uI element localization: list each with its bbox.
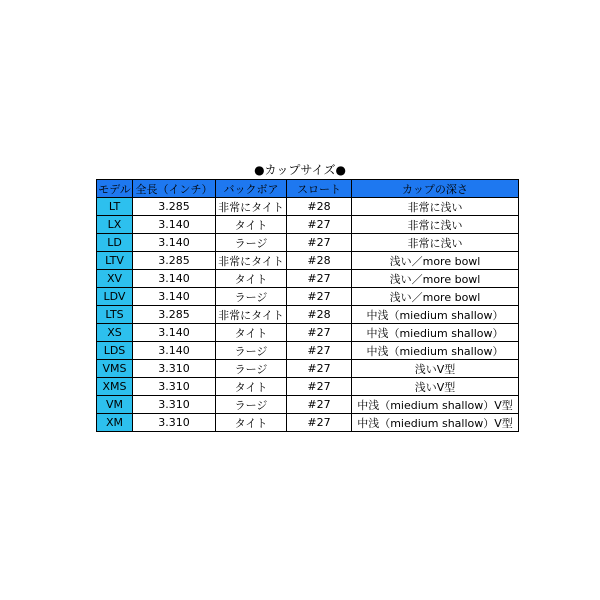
cell-backbore: タイト (216, 270, 287, 288)
cell-backbore: ラージ (216, 360, 287, 378)
cell-cup-depth: 非常に浅い (352, 234, 519, 252)
cell-length: 3.285 (133, 252, 216, 270)
cell-cup-depth: 中浅（miedium shallow） (352, 324, 519, 342)
cell-cup-depth: 中浅（miedium shallow） (352, 306, 519, 324)
cell-model: LDS (97, 342, 133, 360)
header-row (97, 180, 519, 198)
table-row (97, 324, 519, 342)
table-row (97, 270, 519, 288)
cell-backbore: タイト (216, 414, 287, 432)
cup-size-table (96, 179, 519, 432)
header-model: モデル (97, 180, 133, 198)
cell-length: 3.140 (133, 342, 216, 360)
cell-length: 3.140 (133, 270, 216, 288)
table-row (97, 378, 519, 396)
cell-cup-depth: 中浅（miedium shallow）V型 (352, 414, 519, 432)
cell-backbore: タイト (216, 324, 287, 342)
cell-throat: #27 (287, 270, 352, 288)
cell-length: 3.140 (133, 288, 216, 306)
cell-cup-depth: 浅い／more bowl (352, 270, 519, 288)
cell-throat: #27 (287, 324, 352, 342)
cell-backbore: ラージ (216, 234, 287, 252)
cell-throat: #28 (287, 198, 352, 216)
cell-model: XMS (97, 378, 133, 396)
cell-backbore: 非常にタイト (216, 252, 287, 270)
header-backbore: バックボア (216, 180, 287, 198)
table-row (97, 360, 519, 378)
cell-model: XV (97, 270, 133, 288)
cell-model: XS (97, 324, 133, 342)
cell-throat: #28 (287, 252, 352, 270)
cell-length: 3.140 (133, 324, 216, 342)
cell-model: XM (97, 414, 133, 432)
cell-length: 3.310 (133, 414, 216, 432)
cell-model: LX (97, 216, 133, 234)
cell-length: 3.310 (133, 396, 216, 414)
cell-length: 3.310 (133, 360, 216, 378)
table-row (97, 306, 519, 324)
cell-throat: #27 (287, 414, 352, 432)
cell-model: LTS (97, 306, 133, 324)
cell-model: LT (97, 198, 133, 216)
table-row (97, 216, 519, 234)
cell-model: LTV (97, 252, 133, 270)
cell-throat: #27 (287, 342, 352, 360)
cell-backbore: ラージ (216, 342, 287, 360)
cell-cup-depth: 中浅（miedium shallow）V型 (352, 396, 519, 414)
cell-throat: #27 (287, 396, 352, 414)
cell-throat: #27 (287, 288, 352, 306)
cell-backbore: 非常にタイト (216, 198, 287, 216)
cell-model: VM (97, 396, 133, 414)
table-row (97, 198, 519, 216)
cell-model: LD (97, 234, 133, 252)
cell-length: 3.140 (133, 216, 216, 234)
cell-throat: #27 (287, 234, 352, 252)
cell-cup-depth: 非常に浅い (352, 216, 519, 234)
cell-cup-depth: 浅い／more bowl (352, 252, 519, 270)
cell-model: VMS (97, 360, 133, 378)
cell-backbore: 非常にタイト (216, 306, 287, 324)
cell-cup-depth: 浅いV型 (352, 360, 519, 378)
cell-cup-depth: 非常に浅い (352, 198, 519, 216)
header-length: 全長（インチ） (133, 180, 216, 198)
header-throat: スロート (287, 180, 352, 198)
cell-cup-depth: 浅いV型 (352, 378, 519, 396)
cell-throat: #27 (287, 378, 352, 396)
cell-backbore: ラージ (216, 288, 287, 306)
cell-length: 3.140 (133, 234, 216, 252)
cell-cup-depth: 浅い／more bowl (352, 288, 519, 306)
table-row (97, 342, 519, 360)
cell-model: LDV (97, 288, 133, 306)
table-row (97, 414, 519, 432)
cell-throat: #27 (287, 360, 352, 378)
table-row (97, 252, 519, 270)
table-row (97, 288, 519, 306)
cell-backbore: タイト (216, 216, 287, 234)
cell-backbore: タイト (216, 378, 287, 396)
table-row (97, 396, 519, 414)
header-cup-depth: カップの深さ (352, 180, 519, 198)
table-title: ●カップサイズ● (254, 163, 346, 177)
cell-length: 3.285 (133, 198, 216, 216)
cell-backbore: ラージ (216, 396, 287, 414)
table-row (97, 234, 519, 252)
cell-length: 3.310 (133, 378, 216, 396)
cell-length: 3.285 (133, 306, 216, 324)
cell-throat: #28 (287, 306, 352, 324)
cell-throat: #27 (287, 216, 352, 234)
cell-cup-depth: 中浅（miedium shallow） (352, 342, 519, 360)
